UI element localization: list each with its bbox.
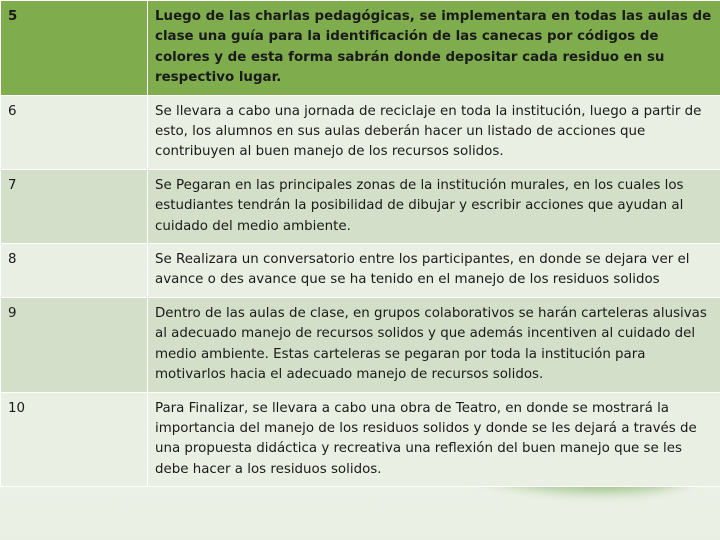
table-row [1,297,720,392]
step-number: 9 [1,297,148,392]
step-number: 7 [1,169,148,243]
step-description: Dentro de las aulas de clase, en grupos colaborativos se harán carteleras alusivas al adecuado manejo de recursos solidos y que además incentiven al cuidado del medio ambiente. Estas carteleras se pegaran por toda la institución para motivarlos hacia el adecuado manejo de recursos solidos. [148,297,720,392]
table-row [1,95,720,169]
step-description: Se Realizara un conversatorio entre los participantes, en donde se dejara ver el avance o des avance que se ha tenido en el manejo de los residuos solidos [148,244,720,298]
table-row [1,1,720,96]
step-description: Se Pegaran en las principales zonas de la institución murales, en los cuales los estudiantes tendrán la posibilidad de dibujar y escribir acciones que ayudan al cuidado del medio ambiente. [148,169,720,243]
step-description: Se llevara a cabo una jornada de reciclaje en toda la institución, luego a partir de esto, los alumnos en sus aulas deberán hacer un listado de acciones que contribuyen al buen manejo de los recursos solidos. [148,95,720,169]
table-row [1,392,720,487]
step-description: Luego de las charlas pedagógicas, se implementara en todas las aulas de clase una guía para la identificación de las canecas por códigos de colores y de esta forma sabrán donde depositar cada residuo en su respectivo lugar. [148,1,720,96]
step-number: 10 [1,392,148,487]
table-row [1,169,720,243]
step-number: 5 [1,1,148,96]
step-description: Para Finalizar, se llevara a cabo una obra de Teatro, en donde se mostrará la importancia del manejo de los residuos solidos y donde se les dejará a través de una propuesta didáctica y recreativa una reflexión del buen manejo que se les debe hacer a los residuos solidos. [148,392,720,487]
table-row [1,244,720,298]
step-number: 6 [1,95,148,169]
step-number: 8 [1,244,148,298]
